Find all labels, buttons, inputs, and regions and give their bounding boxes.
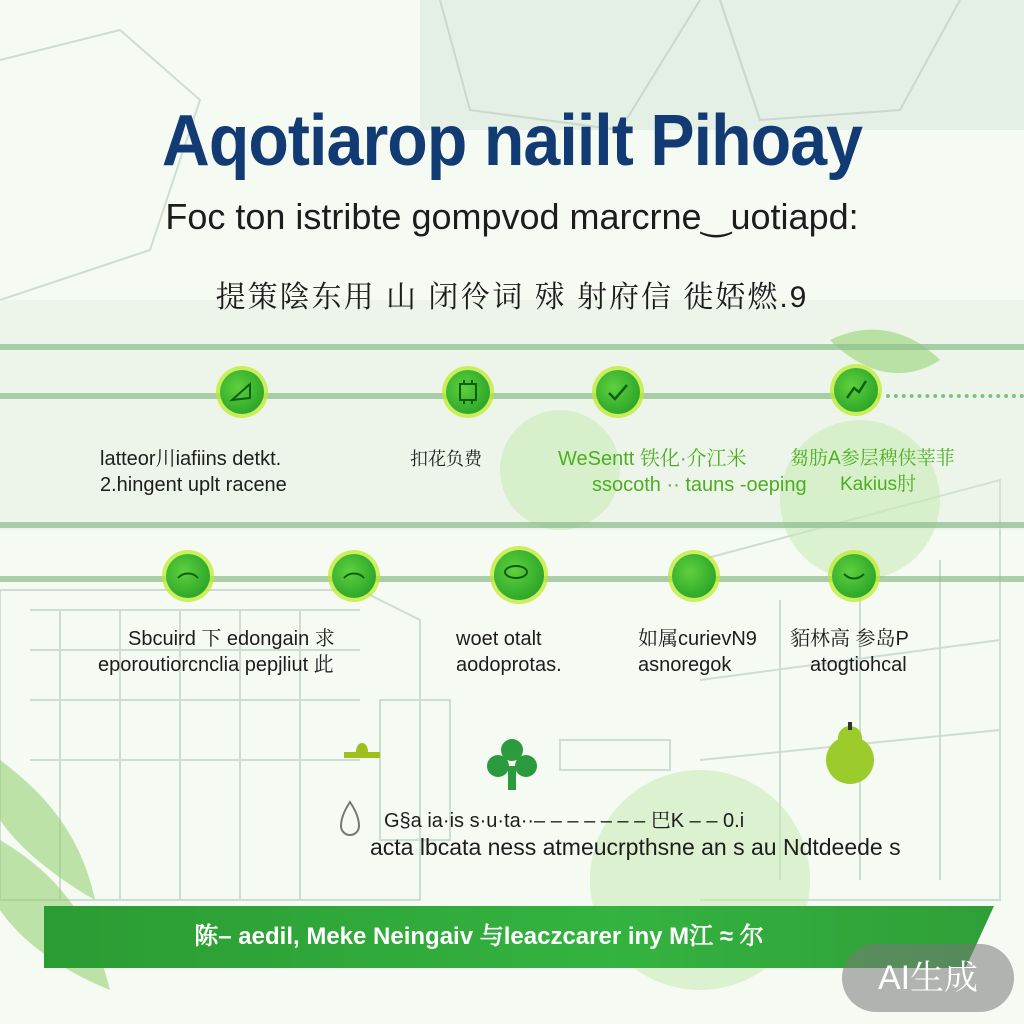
timeline-node-6 [332,554,376,598]
timeline-node-9 [832,554,876,598]
timeline-row1-dots [886,394,1024,398]
row1-label-4 [790,446,955,498]
divider-mid [0,522,1024,528]
row2-label-1-line2: eporoutiorcnclia pepjliut 此 [98,654,334,676]
leaf-icon [228,378,256,406]
row1-label-1-line1: latteor川iafiins detkt. [100,448,282,470]
chip-icon [454,378,482,406]
row2-label-1 [98,626,335,678]
page-subtitle: Foc ton istribte gompvod marcrne‿uotiapd: [165,196,859,237]
row1-label-3-line1: WeSentt 铁化·介江米 [558,448,747,470]
wave-icon [840,562,868,590]
row1-label-4-line2: Kakius肘 [840,474,917,495]
timeline-node-2 [446,370,490,414]
row1-label-1-line2: 2.hingent uplt racene [100,474,287,496]
row1-label-2-line1: 扣花负费 [410,449,482,469]
row2-label-4-line1: 貊林高 参岛P [790,628,909,650]
row2-label-1-line1: Sbcuird 下 edongain 求 [128,628,335,650]
growth-icon [842,376,870,404]
circle-icon [502,558,530,586]
clover-icon [484,736,540,792]
row2-label-2-line1: woet otalt [456,628,542,650]
check-icon [604,378,632,406]
row1-label-3-line2: ssocoth ·· tauns -oeping [592,474,807,496]
bottom-row-line2: acta lbcata ness atmeucrpthsne an s au Ndtdeede s [370,834,901,860]
row2-label-3-line2: asnoregok [638,654,732,676]
row2-label-4-line2: atogtiohcal [810,654,907,676]
timeline-node-5 [166,554,210,598]
divider-top [0,344,1024,350]
row1-label-4-line1: 芻肪A参层稗侠莘菲 [790,448,955,469]
row2-label-2-line2: aodoprotas. [456,654,562,676]
timeline-node-8 [672,554,716,598]
row1-label-3 [558,446,807,498]
timeline-node-4 [834,368,878,412]
wave-icon [340,562,368,590]
cjk-tagline: 提策陰东用 山 闭彾词 殏 射府信 徙娝燃.9 [215,281,809,314]
row2-label-3-line1: 如属curievN9 [638,628,757,650]
row2-label-2 [456,626,562,678]
row1-label-1 [100,446,287,498]
row1-label-2 [410,446,482,472]
wave-icon [174,562,202,590]
bottom-row-line1: G§a ia·is s·u·ta··– – – – – – – 巴K – – 0.i [384,810,745,832]
drop-icon [338,800,362,836]
timeline-node-3 [596,370,640,414]
timeline-node-1 [220,370,264,414]
row2-label-3 [638,626,757,678]
ai-generated-watermark: AI生成 [842,944,1014,1012]
bottom-banner-text: 陈– aedil, Meke Neingaiv 与leaczcarer iny M江 ≈ 尔 [194,923,764,950]
row2-label-4 [790,626,909,678]
page-title: Aqotiarop naiilt Pihoay [161,101,863,181]
timeline-row1-line [0,393,880,399]
bulb-icon [818,722,882,788]
small-leaf-icon [340,730,384,764]
timeline-node-7 [494,550,544,600]
